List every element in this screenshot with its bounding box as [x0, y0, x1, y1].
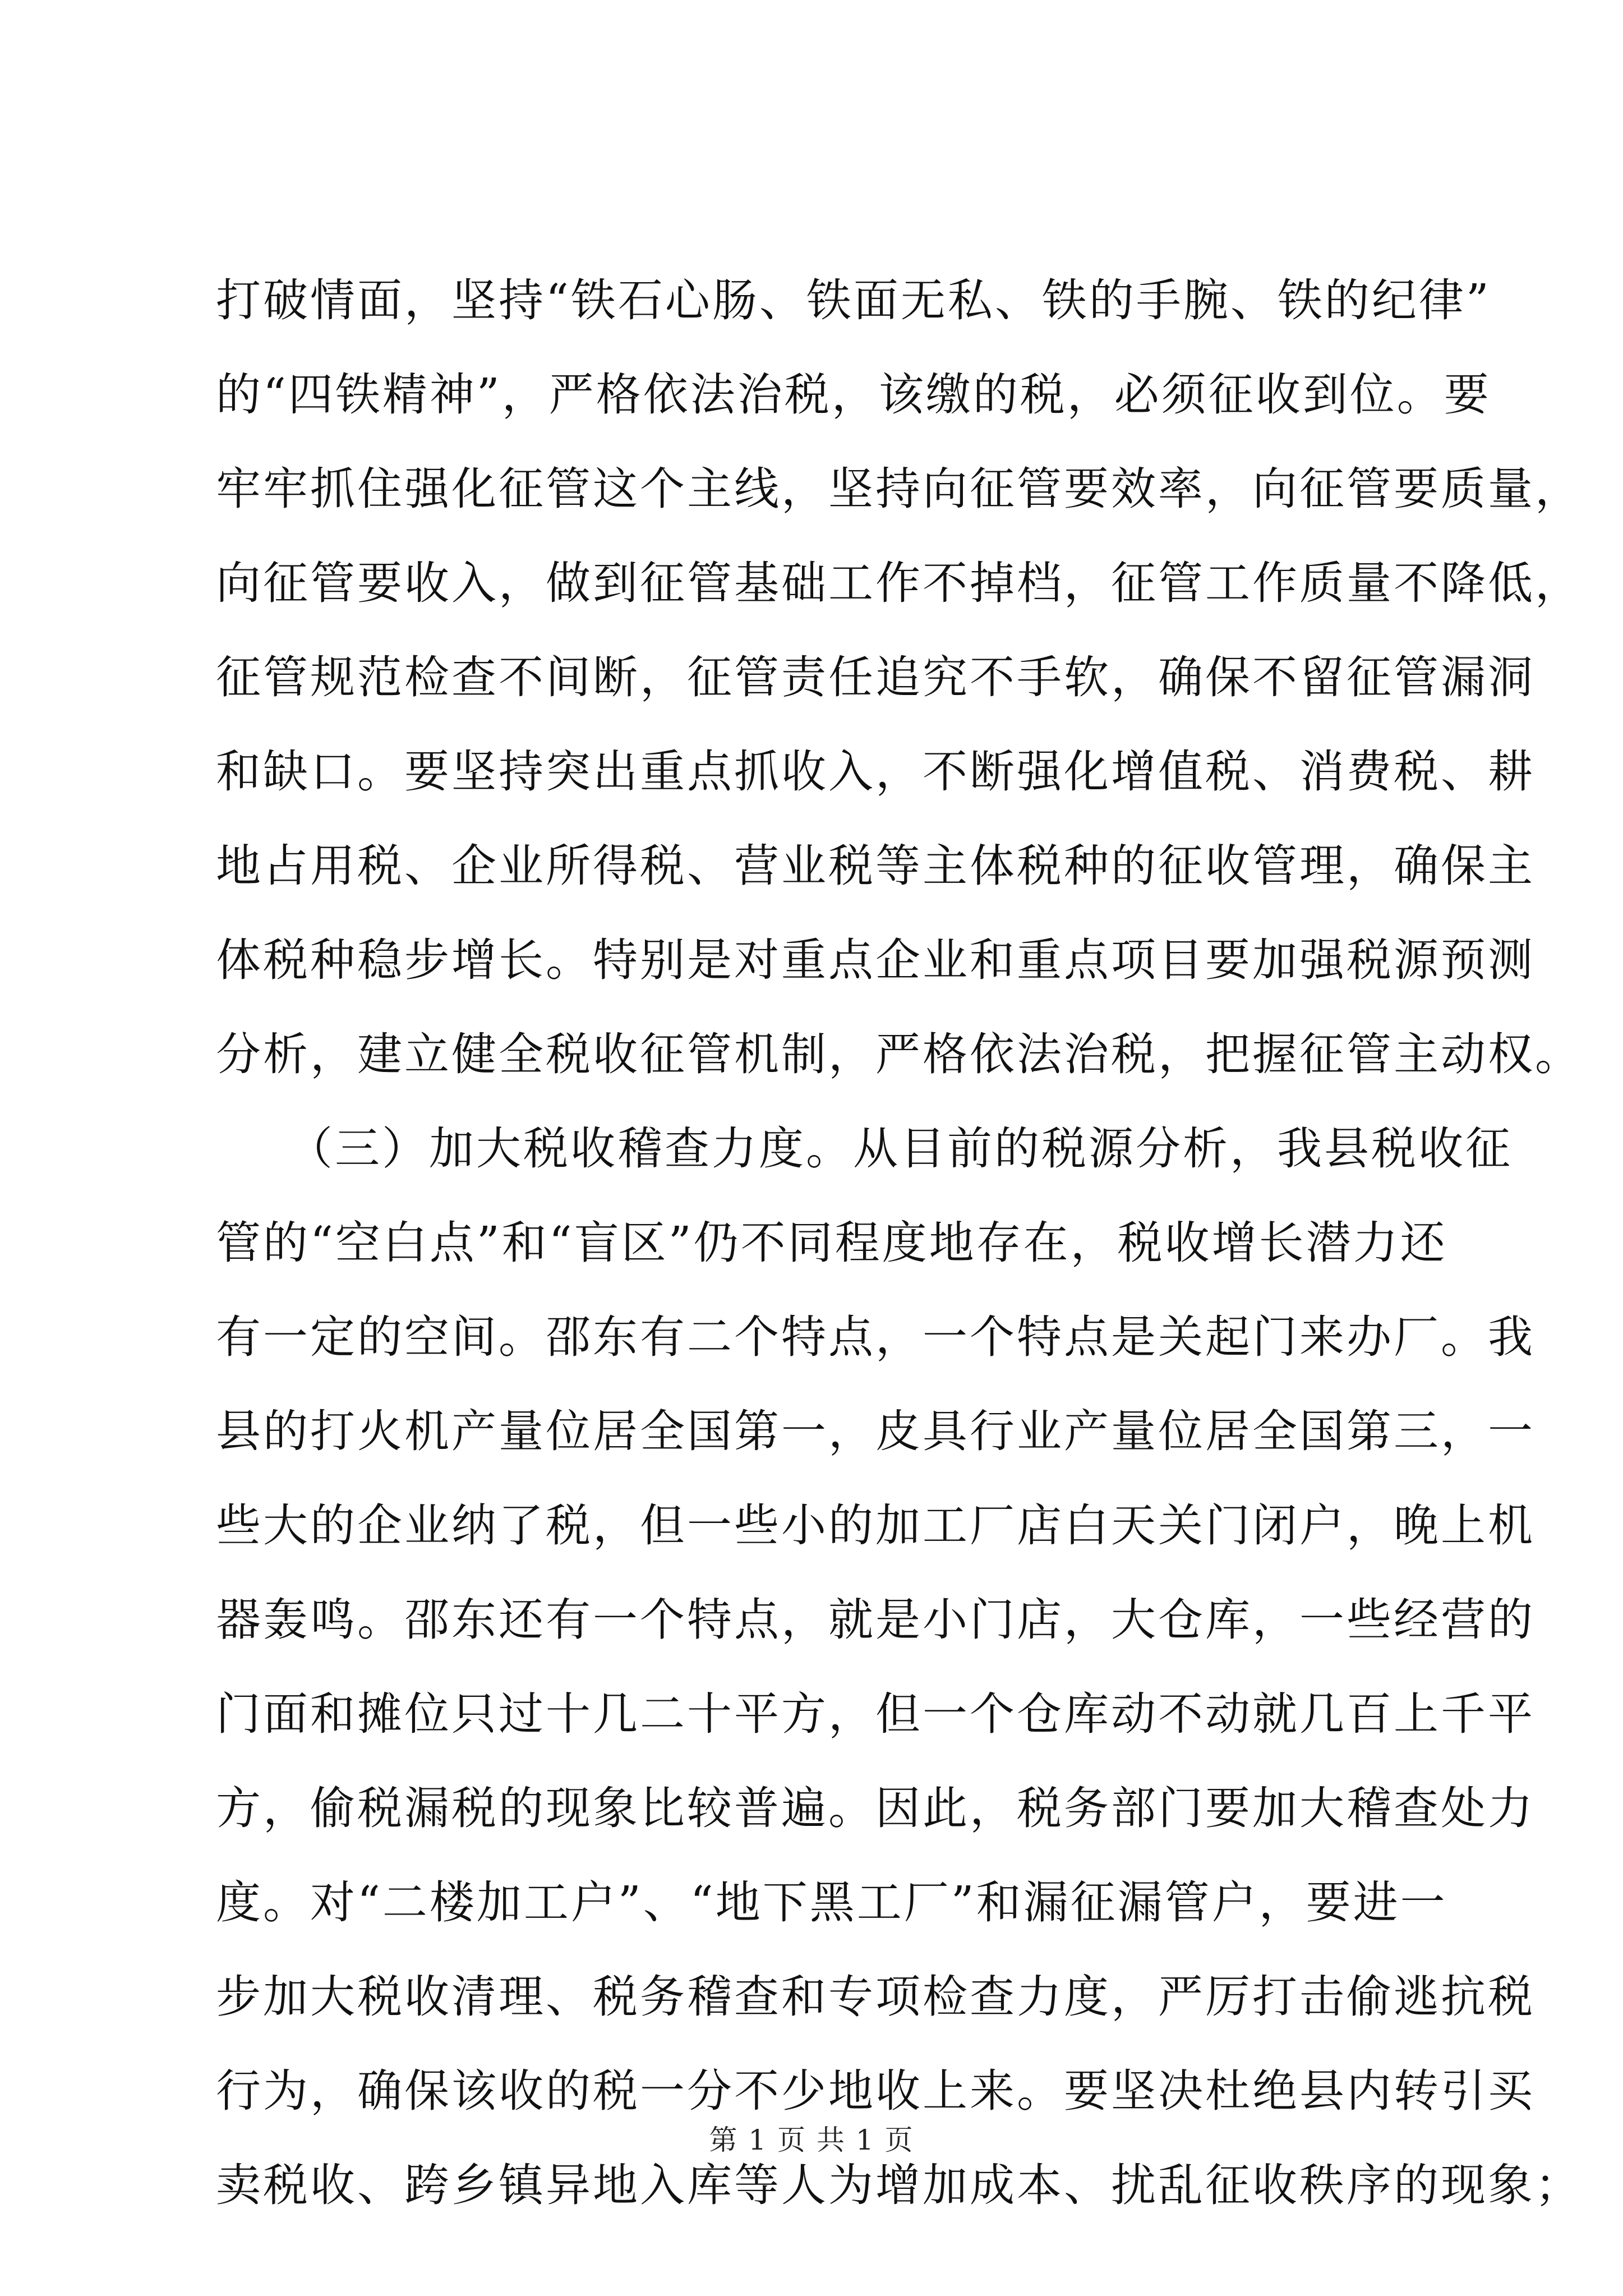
text-line: 些大的企业纳了税，但一些小的加工厂店白天关门闭户，晚上机 — [216, 1499, 1535, 1552]
text-line: 行为，确保该收的税一分不少地收上来。要坚决杜绝县内转引买 — [216, 2065, 1535, 2117]
text-line: 卖税收、跨乡镇异地入库等人为增加成本、扰乱征收秩序的现象； — [216, 2159, 1582, 2211]
text-line: 管的“空白点”和“盲区”仍不同程度地存在，税收增长潜力还 — [216, 1217, 1447, 1269]
text-line: 向征管要收入，做到征管基础工作不掉档，征管工作质量不降低， — [216, 557, 1582, 609]
text-line: 步加大税收清理、税务稽查和专项检查力度，严厉打击偷逃抗税 — [216, 1971, 1535, 2023]
text-line: 体税种稳步增长。特别是对重点企业和重点项目要加强税源预测 — [216, 934, 1535, 986]
text-line: 打破情面，坚持“铁石心肠、铁面无私、铁的手腕、铁的纪律” — [216, 274, 1491, 326]
text-line: 门面和摊位只过十几二十平方，但一个仓库动不动就几百上千平 — [216, 1688, 1535, 1740]
body-text — [216, 254, 1582, 2233]
text-line: 有一定的空间。邵东有二个特点，一个特点是关起门来办厂。我 — [216, 1311, 1535, 1363]
section-heading-line: （三）加大税收稽查力度。从目前的税源分析，我县税收征 — [216, 1122, 1513, 1175]
text-line: 地占用税、企业所得税、营业税等主体税种的征收管理，确保主 — [216, 840, 1535, 892]
text-line: 县的打火机产量位居全国第一，皮具行业产量位居全国第三，一 — [216, 1405, 1535, 1457]
text-line: 器轰鸣。邵东还有一个特点，就是小门店，大仓库，一些经营的 — [216, 1594, 1535, 1646]
text-line: 和缺口。要坚持突出重点抓收入，不断强化增值税、消费税、耕 — [216, 746, 1535, 798]
text-line: 牢牢抓住强化征管这个主线，坚持向征管要效率，向征管要质量， — [216, 463, 1582, 515]
text-line: 度。对“二楼加工户”、“地下黑工厂”和漏征漏管户，要进一 — [216, 1876, 1447, 1929]
page-number-footer: 第 1 页 共 1 页 — [709, 2124, 914, 2156]
text-line: 分析，建立健全税收征管机制，严格依法治税，把握征管主动权。 — [216, 1028, 1582, 1080]
text-line: 征管规范检查不间断，征管责任追究不手软，确保不留征管漏洞 — [216, 651, 1535, 703]
text-line: 的“四铁精神”，严格依法治税，该缴的税，必须征收到位。要 — [216, 369, 1491, 421]
text-line: 方，偷税漏税的现象比较普遍。因此，税务部门要加大稽查处力 — [216, 1782, 1535, 1834]
